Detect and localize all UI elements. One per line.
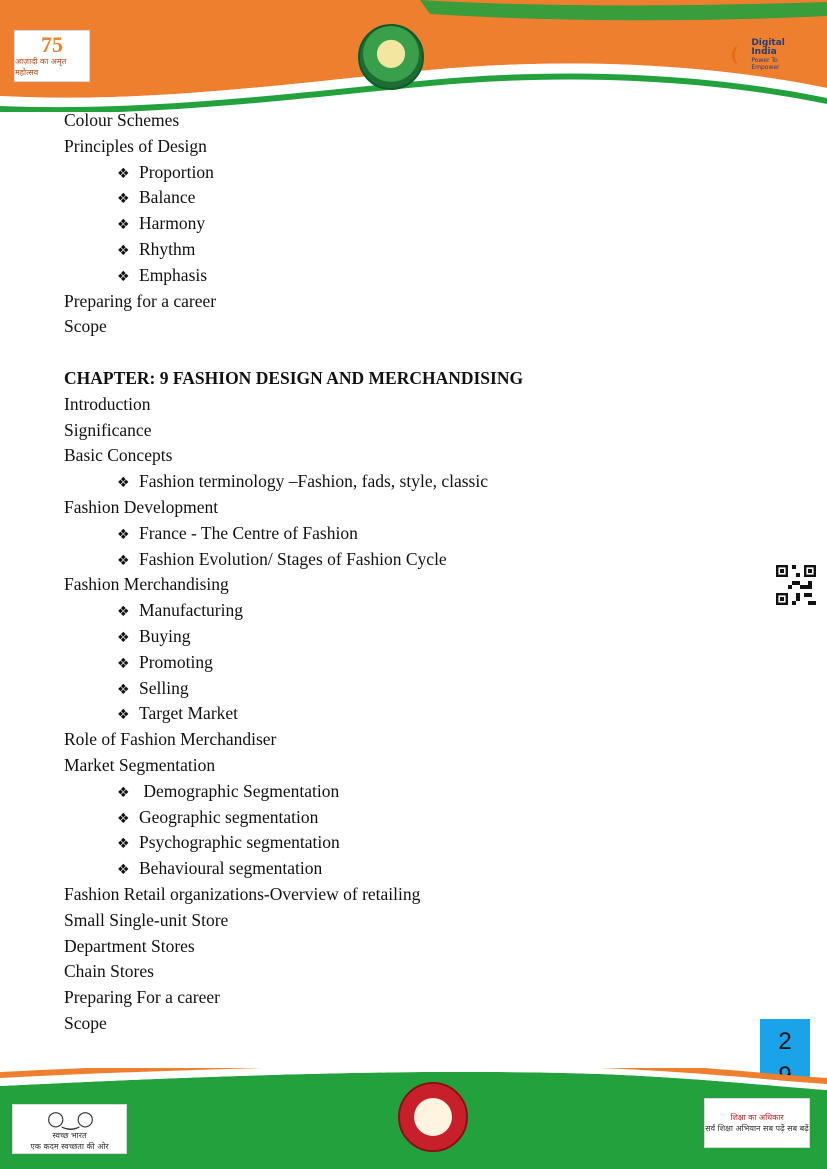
- diamond-bullet-icon: ❖: [117, 681, 130, 698]
- bullet-item: [64, 676, 744, 702]
- bullet-item: [64, 160, 744, 186]
- diamond-bullet-icon: ❖: [117, 862, 130, 879]
- bullet-item: [64, 805, 744, 831]
- shiksha-ka-adhikar-logo: [704, 1098, 810, 1148]
- bullet-item: [64, 237, 744, 263]
- swachh-bharat-label: स्वच्छ भारत: [52, 1131, 87, 1140]
- bullet-item-text: Fashion Evolution/ Stages of Fashion Cycle: [139, 548, 447, 569]
- bullet-item-text: Manufacturing: [139, 600, 243, 621]
- glasses-icon: ○‿○: [47, 1106, 92, 1130]
- bullet-item-text: Buying: [139, 625, 191, 646]
- bullet-item: [64, 830, 744, 856]
- topic-line: Small Single-unit Store: [64, 909, 229, 930]
- emblem-logo: [358, 24, 424, 90]
- bullet-item-text: Demographic Segmentation: [139, 780, 340, 801]
- topic-line: Scope: [64, 316, 107, 337]
- bullet-item-text: France - The Centre of Fashion: [139, 522, 358, 543]
- spacer: [64, 340, 744, 366]
- bullet-item: [64, 547, 744, 573]
- shiksha-tagline: सर्व शिक्षा अभियान सब पढ़ें सब बढ़ें: [705, 1124, 809, 1133]
- qr-code-icon[interactable]: [776, 565, 816, 605]
- topic-line: Fashion Merchandising: [64, 574, 229, 595]
- swachh-bharat-tagline: एक कदम स्वच्छता की ओर: [30, 1142, 109, 1151]
- bullet-item-text: Selling: [139, 677, 189, 698]
- diamond-bullet-icon: ❖: [117, 655, 130, 672]
- diamond-bullet-icon: ❖: [117, 165, 130, 182]
- bullet-item: [64, 624, 744, 650]
- topic-line: Basic Concepts: [64, 445, 173, 466]
- azadi-logo-text: आज़ादी का अमृत महोत्सव: [15, 57, 67, 77]
- digital-india-title: Digital India: [751, 37, 785, 58]
- bullet-item-text: Rhythm: [139, 238, 196, 259]
- digital-india-icon: [732, 45, 747, 65]
- diamond-bullet-icon: ❖: [117, 242, 130, 259]
- diamond-bullet-icon: ❖: [117, 191, 130, 208]
- bullet-item: [64, 521, 744, 547]
- digital-india-logo: [732, 37, 806, 71]
- bullet-item-text: Fashion terminology –Fashion, fads, style, classic: [139, 471, 488, 492]
- topic-line: Preparing for a career: [64, 290, 217, 311]
- bullet-item-text: Target Market: [139, 703, 239, 724]
- topic-line: Preparing For a career: [64, 987, 220, 1008]
- topic-line: Scope: [64, 1012, 107, 1033]
- diamond-bullet-icon: ❖: [117, 604, 130, 621]
- topic-line: Significance: [64, 419, 152, 440]
- topic-line: Department Stores: [64, 935, 195, 956]
- diamond-bullet-icon: ❖: [117, 268, 130, 285]
- diamond-bullet-icon: ❖: [117, 475, 130, 492]
- bullet-item: [64, 856, 744, 882]
- chapter-heading: CHAPTER: 9 FASHION DESIGN AND MERCHANDISING: [64, 367, 524, 388]
- diamond-bullet-icon: ❖: [117, 526, 130, 543]
- swachh-bharat-logo: [12, 1104, 127, 1154]
- diamond-bullet-icon: ❖: [117, 836, 130, 853]
- bullet-item: [64, 469, 744, 495]
- digital-india-tagline: Power To Empower: [751, 57, 780, 71]
- topic-line: Role of Fashion Merchandiser: [64, 729, 277, 750]
- bullet-item: [64, 211, 744, 237]
- bullet-item: [64, 185, 744, 211]
- topic-line: Fashion Development: [64, 496, 219, 517]
- page-number-digit-1: 2: [778, 1028, 792, 1055]
- diamond-bullet-icon: ❖: [117, 784, 130, 801]
- azadi-logo-number: 75: [41, 32, 63, 57]
- bullet-item-text: Geographic segmentation: [139, 806, 319, 827]
- diamond-bullet-icon: ❖: [117, 707, 130, 724]
- topic-line: Market Segmentation: [64, 754, 216, 775]
- shiksha-title: शिक्षा का अधिकार: [730, 1113, 784, 1122]
- topic-line: Chain Stores: [64, 961, 154, 982]
- bullet-item-text: Psychographic segmentation: [139, 832, 340, 853]
- topic-line: Colour Schemes: [64, 110, 180, 130]
- bullet-item-text: Harmony: [139, 213, 206, 234]
- bullet-item: [64, 263, 744, 289]
- topic-line: Principles of Design: [64, 135, 207, 156]
- bullet-item-text: Behavioural segmentation: [139, 858, 323, 879]
- bullet-item: [64, 701, 744, 727]
- bullet-item-text: Balance: [139, 187, 196, 208]
- topic-line: Introduction: [64, 393, 151, 414]
- bullet-item: [64, 650, 744, 676]
- bullet-item: [64, 779, 744, 805]
- azadi-ka-amrit-mahotsav-logo: [14, 30, 90, 82]
- diamond-bullet-icon: ❖: [117, 552, 130, 569]
- syllabus-content: [64, 108, 744, 1037]
- bullet-item: [64, 598, 744, 624]
- diamond-bullet-icon: ❖: [117, 217, 130, 234]
- diamond-bullet-icon: ❖: [117, 810, 130, 827]
- bullet-item-text: Promoting: [139, 651, 213, 672]
- bullet-item-text: Proportion: [139, 161, 214, 182]
- beti-bachao-logo: [398, 1082, 468, 1152]
- bullet-item-text: Emphasis: [139, 264, 208, 285]
- topic-line: Fashion Retail organizations-Overview of retailing: [64, 883, 421, 904]
- diamond-bullet-icon: ❖: [117, 629, 130, 646]
